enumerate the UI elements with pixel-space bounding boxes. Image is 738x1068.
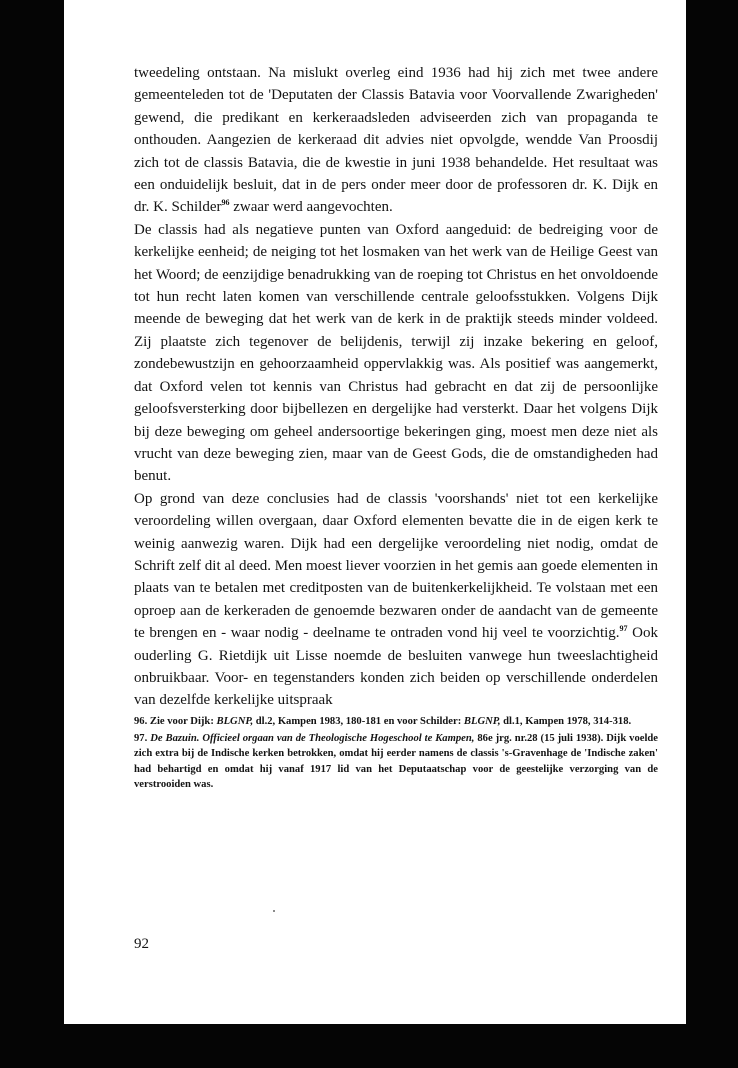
paragraph-3 [134, 488, 658, 712]
text-run: tweedeling ontstaan. Na mislukt overleg eind 1936 had hij zich met twee andere gemeenteleden tot de 'Deputaten der Classis Batavia voor Voorvallende Zwarigheden' gewend, die predikant en kerkeraadsleden adviseerden zich van propaganda te onthouden. Aangezien de kerkeraad dit advies niet opvolgde, wendde Van Proosdij zich tot de classis Batavia, die de kwestie in juni 1938 behandelde. Het resultaat was een onduidelijk besluit, dat in de pers onder meer door de professoren dr. K. Dijk en dr. K. Schilder [134, 65, 658, 216]
scan-border-right [686, 0, 738, 1068]
text-run: Op grond van deze conclusies had de classis 'voorshands' niet tot een kerkelijke veroordeling willen overgaan, daar Oxford elementen bevatte die in de eigen kerk te weinig aanwezig waren. Dijk had een dergelijke veroordeling niet nodig, omdat de Schrift zelf dit al deed. Men moest liever voorzien in het gemis aan goede elementen in plaats van te betalen met creditposten van de buitenkerkelijkheid. Te volstaan met een oproep aan de kerkeraden de genoemde bezwaren onder de aandacht van de gemeente te brengen en - waar nodig - deelname te ontraden vond hij veel te voorzichtig. [134, 490, 658, 642]
text-run: 96. Zie voor Dijk: [134, 716, 217, 727]
text-run: dl.2, Kampen 1983, 180-181 en voor Schilder: [253, 716, 464, 727]
page-number: 92 [134, 936, 149, 952]
footnotes [134, 714, 658, 794]
footnote-96 [134, 714, 658, 730]
text-run: 86e jrg. nr.28 (15 juli 1938). Dijk voelde zich extra bij de Indische kerken betrokken, omdat hij eerder namens de classis 's-Gravenhage de 'Indische zaken' had behartigd en omdat hij vanaf 1917 lid van het Deputaatschap voor de geestelijke verzorging van de verstrooiden was. [134, 732, 658, 791]
paragraph-2 [134, 219, 658, 488]
italic-title: De Bazuin. Officieel orgaan van de Theologische Hogeschool te Kampen, [150, 732, 475, 744]
paragraph-1 [134, 62, 658, 219]
footnote-ref-97[interactable]: 97 [619, 624, 628, 634]
footnote-ref-96[interactable]: 96 [221, 198, 230, 208]
text-run: zwaar werd aangevochten. [229, 199, 393, 216]
text-run: De classis had als negatieve punten van Oxford aangeduid: de bedreiging voor de kerkelijke eenheid; de neiging tot het losmaken van het werk van de Heilige Geest van het Woord; de eenzijdige benadrukking van de roeping tot Christus en het onvoldoende tot hun recht laten komen van verschillende centrale geloofsstukken. Volgens Dijk meende de beweging dat het werk van de kerk in de praktijk steeds minder voldeed. Zij plaatste zich tegenover de belijdenis, terwijl zij inzake bekering en geloof, zondebewustzijn en gehoorzaamheid oppervlakkig was. Als positief was aangemerkt, dat Oxford velen tot kennis van Christus had gebracht en dat zij de persoonlijke geloofsversterking door bijbellezen en dergelijke had versterkt. Daar het volgens Dijk bij deze beweging om geheel andersoortige bekeringen ging, moest men deze niet als vrucht van deze beweging zien, maar van de Geest Gods, die de omstandigheden had benut. [134, 221, 658, 485]
text-run: dl.1, Kampen 1978, 314-318. [500, 716, 632, 727]
scan-border-left [0, 0, 64, 1068]
footnote-97 [134, 731, 658, 793]
main-text [134, 62, 658, 712]
italic-title: BLGNP, [463, 716, 501, 727]
scan-speck [273, 910, 275, 912]
text-run: 97. [134, 732, 151, 744]
text-run: Ook ouderling G. Rietdijk uit Lisse noemde de besluiten vanwege hun tweeslachtigheid onbruikbaar. Voor- en tegenstanders konden zich beiden op verschillende onderdelen van dezelfde kerkelijke uitspraak [134, 625, 658, 709]
scan-border-bottom [0, 1024, 738, 1068]
italic-title: BLGNP, [216, 716, 254, 727]
